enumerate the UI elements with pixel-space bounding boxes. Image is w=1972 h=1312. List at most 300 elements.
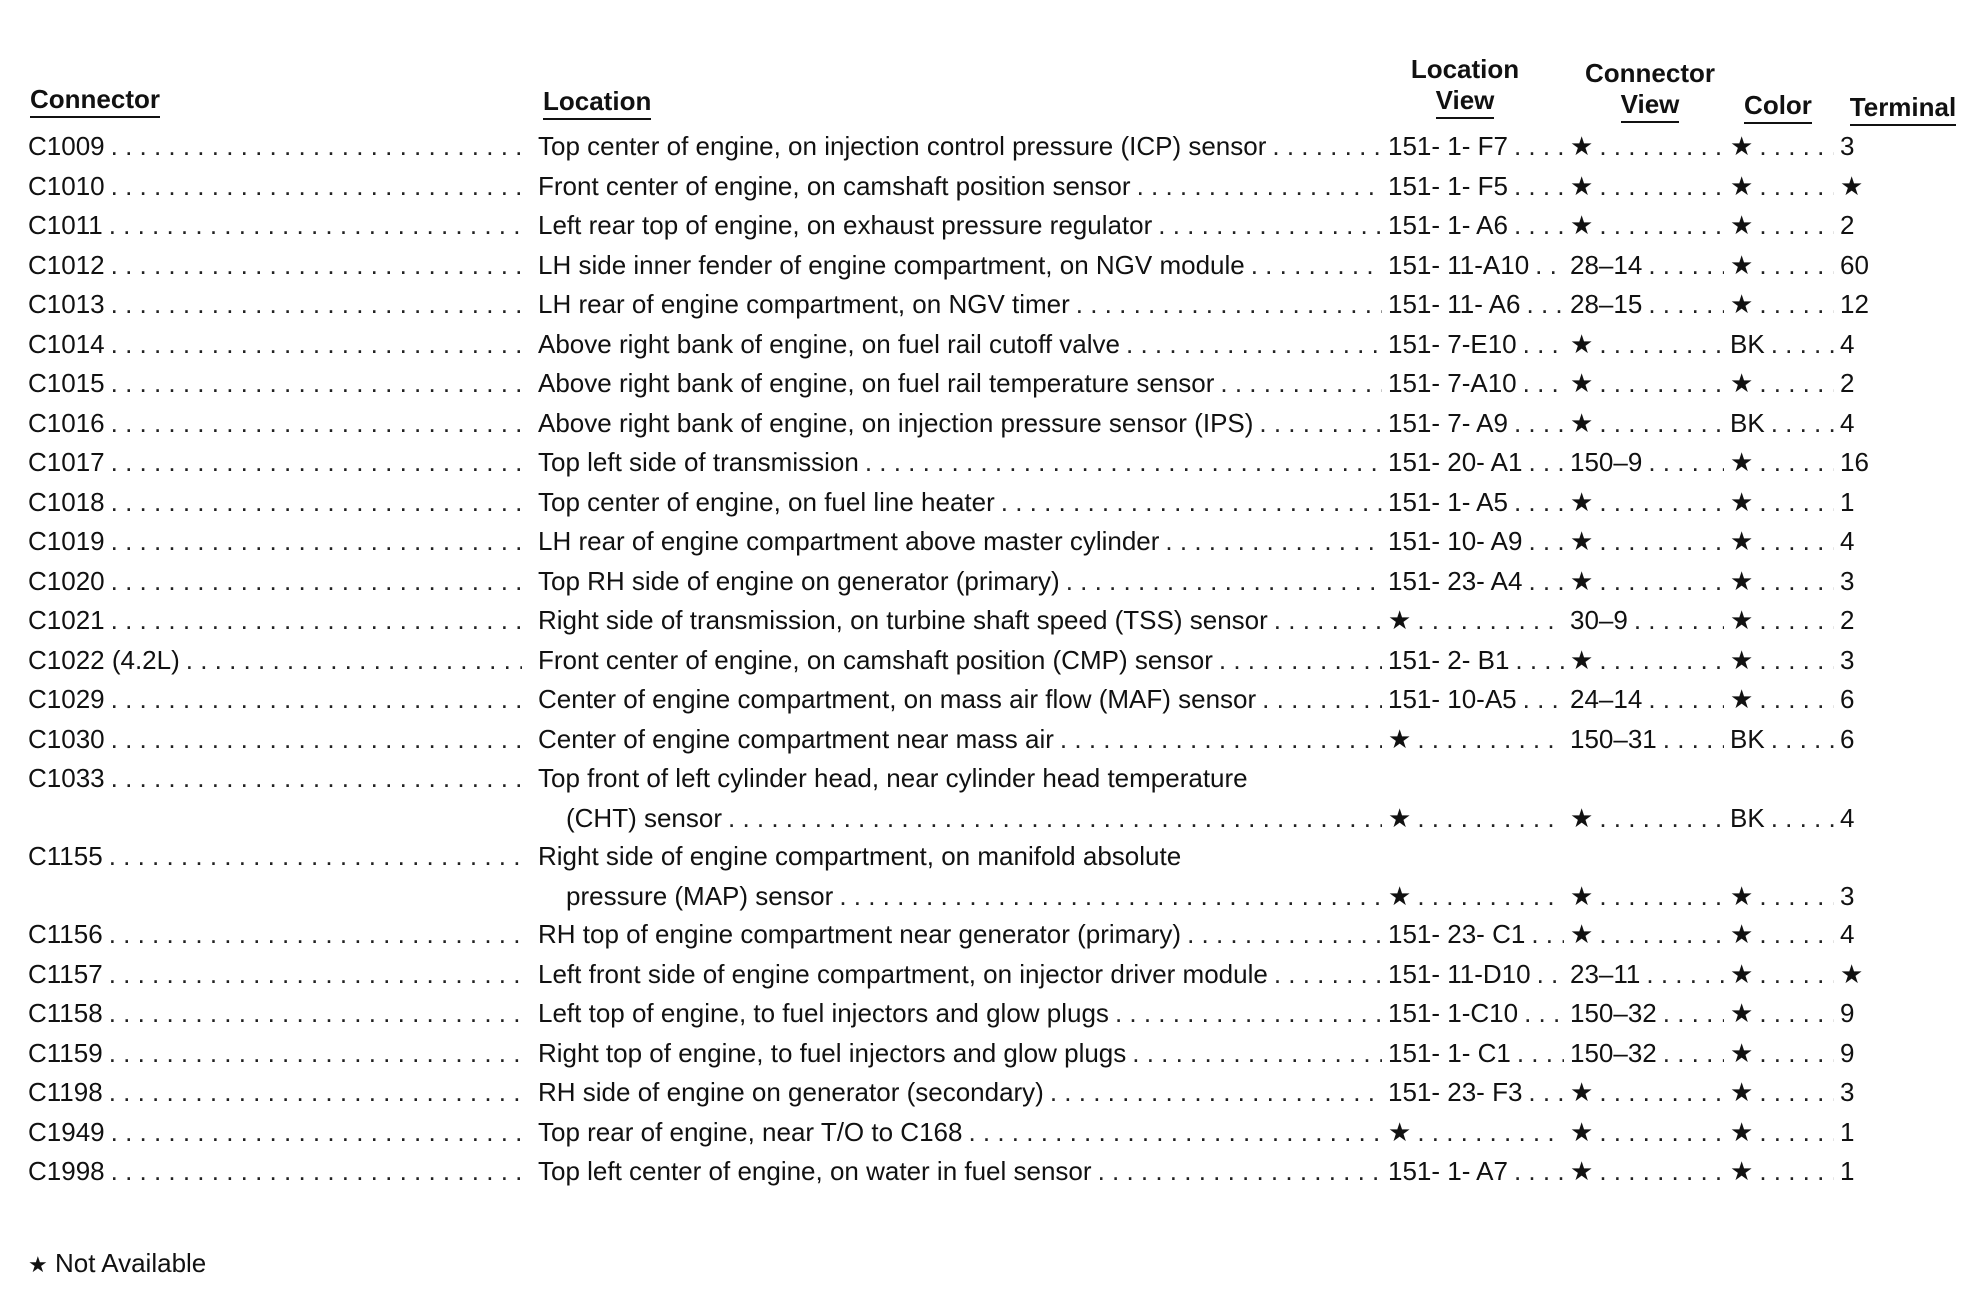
dot-leader bbox=[1528, 566, 1564, 596]
terminal-cell: 3 bbox=[1840, 1077, 1855, 1107]
connector-id bbox=[28, 1077, 528, 1107]
color-cell-text: ★ bbox=[1730, 881, 1754, 911]
connector-id bbox=[28, 487, 528, 517]
table-row bbox=[0, 171, 1972, 211]
table-row bbox=[0, 210, 1972, 250]
connector-id-text: C1157 bbox=[28, 958, 103, 989]
dot-leader bbox=[1663, 998, 1724, 1028]
location-view-cell bbox=[1388, 605, 1570, 635]
location-view-cell bbox=[1388, 526, 1570, 556]
dot-leader bbox=[1759, 447, 1834, 477]
color-cell-text: ★ bbox=[1730, 289, 1754, 319]
dot-leader bbox=[1599, 881, 1724, 911]
dot-leader bbox=[1759, 1038, 1834, 1068]
table-row bbox=[0, 724, 1972, 764]
location-view-cell-text: 151- 1-C10 bbox=[1388, 998, 1519, 1028]
connector-view-cell bbox=[1570, 645, 1730, 675]
dot-leader bbox=[111, 329, 522, 359]
color-cell bbox=[1730, 919, 1840, 949]
connector-view-cell-text: ★ bbox=[1570, 644, 1594, 675]
dot-leader bbox=[839, 881, 1382, 911]
location-cell bbox=[538, 408, 1388, 438]
location-cell-text: Above right bank of engine, on fuel rail cutoff valve bbox=[538, 328, 1121, 359]
connector-view-cell-text: ★ bbox=[1570, 881, 1594, 911]
color-cell bbox=[1730, 566, 1840, 596]
dot-leader bbox=[1759, 210, 1834, 240]
table-row bbox=[0, 645, 1972, 685]
connector-view-cell bbox=[1570, 131, 1730, 161]
color-cell bbox=[1730, 998, 1840, 1028]
dot-leader bbox=[1599, 171, 1724, 201]
connector-view-cell bbox=[1570, 566, 1730, 596]
dot-leader bbox=[109, 919, 522, 949]
table-row bbox=[0, 605, 1972, 645]
dot-leader bbox=[1523, 368, 1564, 398]
connector-view-cell-text: ★ bbox=[1570, 919, 1594, 949]
location-view-cell bbox=[1388, 998, 1570, 1028]
dot-leader bbox=[109, 1077, 522, 1107]
dot-leader bbox=[1648, 250, 1724, 280]
dot-leader bbox=[109, 210, 522, 240]
connector-id-text: C1029 bbox=[28, 684, 105, 714]
connector-view-cell bbox=[1570, 605, 1730, 635]
dot-leader bbox=[1759, 1077, 1834, 1107]
dot-leader bbox=[111, 605, 522, 635]
terminal-cell: 4 bbox=[1840, 803, 1855, 833]
connector-id-text: C1019 bbox=[28, 526, 105, 556]
dot-leader bbox=[1663, 724, 1724, 754]
color-cell bbox=[1730, 645, 1840, 675]
connector-view-cell bbox=[1570, 684, 1730, 714]
location-cell-text: Right side of transmission, on turbine shaft speed (TSS) sensor bbox=[538, 605, 1268, 635]
location-text: Top front of left cylinder head, near cylinder head temperature bbox=[538, 763, 1248, 793]
connector-id-text: C1156 bbox=[28, 919, 103, 949]
dot-leader bbox=[109, 998, 522, 1028]
dot-leader bbox=[1417, 724, 1564, 754]
dot-leader bbox=[111, 763, 522, 793]
dot-leader bbox=[111, 566, 522, 596]
dot-leader bbox=[1514, 1156, 1564, 1186]
connector-id-text: C1016 bbox=[28, 407, 105, 438]
location-view-cell-text: ★ bbox=[1388, 803, 1412, 833]
dot-leader bbox=[1517, 1038, 1564, 1068]
color-cell bbox=[1730, 959, 1840, 989]
terminal-cell: 16 bbox=[1840, 447, 1869, 477]
table-row bbox=[0, 368, 1972, 408]
connector-id-text: C1033 bbox=[28, 763, 105, 793]
color-cell bbox=[1730, 171, 1840, 201]
color-cell bbox=[1730, 210, 1840, 240]
connector-view-cell bbox=[1570, 447, 1730, 477]
terminal-cell: 4 bbox=[1840, 407, 1855, 438]
dot-leader bbox=[1599, 368, 1724, 398]
connector-view-cell bbox=[1570, 998, 1730, 1028]
dot-leader bbox=[1535, 250, 1564, 280]
connector-view-cell bbox=[1570, 1117, 1730, 1147]
terminal-cell: 12 bbox=[1840, 289, 1869, 319]
color-cell-text: BK bbox=[1730, 803, 1765, 833]
dot-leader bbox=[1599, 566, 1724, 596]
location-cell bbox=[538, 1077, 1388, 1107]
location-view-cell-text: 151- 11-D10 bbox=[1388, 958, 1531, 989]
dot-leader bbox=[1417, 1117, 1564, 1147]
dot-leader bbox=[111, 447, 522, 477]
dot-leader bbox=[111, 487, 522, 517]
terminal-cell: 2 bbox=[1840, 605, 1855, 635]
location-cell bbox=[538, 1117, 1388, 1147]
connector-view-cell-text: ★ bbox=[1570, 131, 1594, 161]
connector-view-cell-text: ★ bbox=[1570, 170, 1594, 201]
color-cell bbox=[1730, 408, 1840, 438]
dot-leader bbox=[1648, 447, 1724, 477]
dot-leader bbox=[1001, 487, 1382, 517]
color-cell bbox=[1730, 1038, 1840, 1068]
color-cell bbox=[1730, 329, 1840, 359]
dot-leader bbox=[1132, 1038, 1382, 1068]
connector-view-cell bbox=[1570, 250, 1730, 280]
connector-id-text: C1010 bbox=[28, 170, 105, 201]
dot-leader bbox=[1759, 171, 1834, 201]
connector-id-text: C1017 bbox=[28, 447, 105, 477]
location-cell bbox=[538, 1156, 1388, 1186]
color-cell bbox=[1730, 881, 1840, 911]
color-cell-text: ★ bbox=[1730, 684, 1754, 714]
dot-leader bbox=[1514, 487, 1564, 517]
dot-leader bbox=[1599, 131, 1724, 161]
connector-view-cell-text: 150–32 bbox=[1570, 1037, 1657, 1068]
connector-view-cell bbox=[1570, 803, 1730, 833]
dot-leader bbox=[1528, 447, 1564, 477]
location-cell bbox=[538, 329, 1388, 359]
location-cell-text: Left top of engine, to fuel injectors and glow plugs bbox=[538, 998, 1109, 1028]
connector-view-cell-text: 23–11 bbox=[1570, 958, 1641, 989]
terminal-cell: 3 bbox=[1840, 644, 1855, 675]
dot-leader bbox=[111, 250, 522, 280]
dot-leader bbox=[1523, 329, 1564, 359]
connector-id-text: C1998 bbox=[28, 1156, 105, 1186]
table-row bbox=[0, 250, 1972, 290]
terminal-cell: 3 bbox=[1840, 565, 1855, 596]
color-cell-text: ★ bbox=[1730, 368, 1754, 398]
connector-id bbox=[28, 526, 528, 556]
connector-id-text: C1159 bbox=[28, 1037, 103, 1068]
connector-view-cell-text: 150–32 bbox=[1570, 998, 1657, 1028]
color-cell bbox=[1730, 250, 1840, 280]
dot-leader bbox=[1531, 919, 1564, 949]
dot-leader bbox=[1599, 526, 1724, 556]
connector-view-cell bbox=[1570, 368, 1730, 398]
location-cell bbox=[538, 447, 1388, 477]
dot-leader bbox=[1050, 1077, 1382, 1107]
terminal-cell: 4 bbox=[1840, 526, 1855, 556]
dot-leader bbox=[1274, 959, 1382, 989]
dot-leader bbox=[1251, 250, 1382, 280]
location-cell-text: Center of engine compartment, on mass air flow (MAF) sensor bbox=[538, 684, 1257, 714]
dot-leader bbox=[1599, 210, 1724, 240]
dot-leader bbox=[109, 1038, 522, 1068]
table-row bbox=[0, 1038, 1972, 1078]
location-cell bbox=[538, 289, 1388, 319]
dot-leader bbox=[1514, 131, 1564, 161]
location-cell-text: Front center of engine, on camshaft position sensor bbox=[538, 170, 1131, 201]
connector-id bbox=[28, 1038, 528, 1068]
connector-id-text: C1020 bbox=[28, 565, 105, 596]
terminal-cell: ★ bbox=[1840, 958, 1864, 989]
color-cell bbox=[1730, 368, 1840, 398]
location-view-cell bbox=[1388, 959, 1570, 989]
table-row bbox=[0, 959, 1972, 999]
dot-leader bbox=[1648, 684, 1724, 714]
header-location-view: Location View bbox=[1390, 54, 1540, 119]
table-row bbox=[0, 763, 1972, 841]
location-view-cell-text: 151- 10-A5 bbox=[1388, 684, 1517, 714]
location-continuation bbox=[566, 881, 1388, 911]
location-view-cell-text: 151- 7-E10 bbox=[1388, 328, 1517, 359]
color-cell bbox=[1730, 605, 1840, 635]
dot-leader bbox=[111, 408, 522, 438]
connector-id bbox=[28, 408, 528, 438]
connector-id-text: C1030 bbox=[28, 723, 105, 754]
connector-id bbox=[28, 998, 528, 1028]
connector-view-cell bbox=[1570, 210, 1730, 240]
dot-leader bbox=[1076, 289, 1382, 319]
dot-leader bbox=[111, 684, 522, 714]
location-cell-text: LH rear of engine compartment above master cylinder bbox=[538, 526, 1160, 556]
connector-rows bbox=[0, 131, 1972, 1196]
dot-leader bbox=[1528, 526, 1564, 556]
dot-leader bbox=[111, 526, 522, 556]
location-cell-text: Top left center of engine, on water in fuel sensor bbox=[538, 1156, 1092, 1186]
connector-id bbox=[28, 447, 528, 477]
dot-leader bbox=[1066, 566, 1382, 596]
connector-view-cell-text: ★ bbox=[1570, 407, 1594, 438]
dot-leader bbox=[1646, 959, 1724, 989]
location-view-cell bbox=[1388, 131, 1570, 161]
connector-view-cell bbox=[1570, 1156, 1730, 1186]
connector-id bbox=[28, 684, 528, 714]
connector-id bbox=[28, 566, 528, 596]
location-view-cell bbox=[1388, 566, 1570, 596]
terminal-cell: 3 bbox=[1840, 131, 1855, 161]
location-cell-text: Top RH side of engine on generator (primary) bbox=[538, 565, 1060, 596]
dot-leader bbox=[111, 131, 522, 161]
location-cell-text: Above right bank of engine, on injection pressure sensor (IPS) bbox=[538, 407, 1254, 438]
location-cell-text: Left front side of engine compartment, on injector driver module bbox=[538, 958, 1268, 989]
location-cell-text: Top left side of transmission bbox=[538, 447, 859, 477]
location-view-cell-text: 151- 1- A6 bbox=[1388, 210, 1508, 240]
dot-leader bbox=[1599, 1117, 1724, 1147]
dot-leader bbox=[1158, 210, 1382, 240]
connector-id bbox=[28, 1117, 528, 1147]
location-view-cell-text: ★ bbox=[1388, 605, 1412, 635]
connector-id-text: C1158 bbox=[28, 998, 103, 1028]
location-view-cell bbox=[1388, 210, 1570, 240]
color-cell-text: ★ bbox=[1730, 170, 1754, 201]
connector-view-cell bbox=[1570, 1038, 1730, 1068]
dot-leader bbox=[1599, 919, 1724, 949]
color-cell bbox=[1730, 803, 1840, 833]
dot-leader bbox=[1759, 645, 1834, 675]
location-cell bbox=[538, 998, 1388, 1028]
dot-leader bbox=[111, 724, 522, 754]
header-terminal: Terminal bbox=[1838, 92, 1968, 126]
connector-view-cell-text: ★ bbox=[1570, 1077, 1594, 1107]
color-cell-text: ★ bbox=[1730, 919, 1754, 949]
connector-id-text: C1018 bbox=[28, 486, 105, 517]
connector-view-cell-text: ★ bbox=[1570, 486, 1594, 517]
dot-leader bbox=[1771, 329, 1834, 359]
connector-view-cell-text: ★ bbox=[1570, 803, 1594, 833]
connector-view-cell-text: ★ bbox=[1570, 328, 1594, 359]
location-view-cell-text: 151- 11- A6 bbox=[1388, 289, 1521, 319]
dot-leader bbox=[1060, 724, 1382, 754]
location-view-cell-text: 151- 11-A10 bbox=[1388, 249, 1530, 280]
dot-leader bbox=[1187, 919, 1382, 949]
dot-leader bbox=[1599, 329, 1724, 359]
dot-leader bbox=[1759, 605, 1834, 635]
location-view-cell bbox=[1388, 724, 1570, 754]
color-cell bbox=[1730, 487, 1840, 517]
location-cell bbox=[538, 919, 1388, 949]
dot-leader bbox=[1771, 408, 1834, 438]
color-cell bbox=[1730, 447, 1840, 477]
table-row bbox=[0, 329, 1972, 369]
connector-view-cell-text: 30–9 bbox=[1570, 605, 1628, 635]
connector-view-cell bbox=[1570, 289, 1730, 319]
dot-leader bbox=[1599, 1077, 1724, 1107]
terminal-cell: ★ bbox=[1840, 170, 1864, 201]
connector-id bbox=[28, 329, 528, 359]
table-row bbox=[0, 566, 1972, 606]
color-cell-text: ★ bbox=[1730, 486, 1754, 517]
table-row bbox=[0, 684, 1972, 724]
header-connector: Connector bbox=[30, 84, 160, 118]
location-view-cell bbox=[1388, 447, 1570, 477]
dot-leader bbox=[1759, 526, 1834, 556]
dot-leader bbox=[1259, 408, 1382, 438]
dot-leader bbox=[1098, 1156, 1382, 1186]
connector-id bbox=[28, 645, 528, 675]
color-cell-text: ★ bbox=[1730, 1077, 1754, 1107]
location-view-cell bbox=[1388, 171, 1570, 201]
terminal-cell: 9 bbox=[1840, 1037, 1855, 1068]
dot-leader bbox=[109, 959, 522, 989]
dot-leader bbox=[1771, 724, 1834, 754]
color-cell-text: ★ bbox=[1730, 447, 1754, 477]
color-cell-text: ★ bbox=[1730, 210, 1754, 240]
location-view-cell bbox=[1388, 289, 1570, 319]
connector-id bbox=[28, 605, 528, 635]
location-cell bbox=[538, 1038, 1388, 1068]
location-cell bbox=[538, 959, 1388, 989]
table-row bbox=[0, 447, 1972, 487]
dot-leader bbox=[1759, 1117, 1834, 1147]
location-continuation-text: (CHT) sensor bbox=[566, 803, 723, 833]
location-view-cell bbox=[1388, 1117, 1570, 1147]
dot-leader bbox=[1219, 645, 1382, 675]
location-view-cell bbox=[1388, 803, 1570, 833]
dot-leader bbox=[1272, 131, 1382, 161]
location-view-cell-text: 151- 2- B1 bbox=[1388, 644, 1510, 675]
dot-leader bbox=[1417, 803, 1564, 833]
location-cell-text: Center of engine compartment near mass air bbox=[538, 723, 1054, 754]
connector-view-cell-text: 150–9 bbox=[1570, 447, 1643, 477]
connector-id bbox=[28, 959, 528, 989]
color-cell-text: ★ bbox=[1730, 605, 1754, 635]
location-view-cell bbox=[1388, 329, 1570, 359]
location-cell-text: Left rear top of engine, on exhaust pressure regulator bbox=[538, 210, 1153, 240]
location-cell bbox=[538, 171, 1388, 201]
terminal-cell: 60 bbox=[1840, 249, 1869, 280]
location-cell-text: Above right bank of engine, on fuel rail temperature sensor bbox=[538, 368, 1215, 398]
dot-leader bbox=[1537, 959, 1564, 989]
dot-leader bbox=[968, 1117, 1382, 1147]
connector-id-text: C1012 bbox=[28, 249, 105, 280]
connector-view-cell-text: ★ bbox=[1570, 526, 1594, 556]
location-view-cell-text: 151- 10- A9 bbox=[1388, 526, 1523, 556]
location-view-cell-text: 151- 23- C1 bbox=[1388, 919, 1526, 949]
header-location: Location bbox=[543, 86, 651, 120]
location-cell-text: LH rear of engine compartment, on NGV timer bbox=[538, 289, 1070, 319]
dot-leader bbox=[1528, 1077, 1564, 1107]
location-view-cell bbox=[1388, 487, 1570, 517]
table-row bbox=[0, 1117, 1972, 1157]
location-view-cell bbox=[1388, 645, 1570, 675]
dot-leader bbox=[1759, 368, 1834, 398]
dot-leader bbox=[1262, 684, 1382, 714]
terminal-cell: 2 bbox=[1840, 368, 1855, 398]
header-connector-view: Connector View bbox=[1570, 58, 1730, 123]
location-view-cell-text: 151- 7- A9 bbox=[1388, 407, 1508, 438]
connector-view-cell-text: 28–15 bbox=[1570, 289, 1643, 319]
location-view-cell-text: ★ bbox=[1388, 1116, 1412, 1147]
dot-leader bbox=[1514, 408, 1564, 438]
location-cell bbox=[538, 131, 1388, 161]
dot-leader bbox=[1759, 289, 1834, 319]
dot-leader bbox=[1599, 803, 1724, 833]
color-cell-text: ★ bbox=[1730, 565, 1754, 596]
location-view-cell-text: 151- 23- A4 bbox=[1388, 565, 1523, 596]
dot-leader bbox=[728, 803, 1382, 833]
connector-id bbox=[28, 1156, 528, 1186]
connector-id bbox=[28, 368, 528, 398]
table-row bbox=[0, 289, 1972, 329]
connector-id bbox=[28, 250, 528, 280]
location-cell bbox=[538, 487, 1388, 517]
header-color: Color bbox=[1738, 90, 1818, 124]
dot-leader bbox=[1759, 881, 1834, 911]
dot-leader bbox=[1759, 919, 1834, 949]
dot-leader bbox=[1759, 131, 1834, 161]
terminal-cell: 1 bbox=[1840, 1156, 1855, 1186]
dot-leader bbox=[1599, 487, 1724, 517]
location-cell bbox=[538, 250, 1388, 280]
dot-leader bbox=[186, 645, 522, 675]
table-row bbox=[0, 131, 1972, 171]
location-view-cell-text: 151- 23- F3 bbox=[1388, 1077, 1523, 1107]
connector-view-cell bbox=[1570, 959, 1730, 989]
dot-leader bbox=[1417, 881, 1564, 911]
location-continuation bbox=[566, 803, 1388, 833]
connector-view-cell-text: ★ bbox=[1570, 1116, 1594, 1147]
location-view-cell-text: 151- 1- C1 bbox=[1388, 1037, 1511, 1068]
dot-leader bbox=[1599, 408, 1724, 438]
connector-id-text: C1015 bbox=[28, 368, 105, 398]
location-cell-text: Right top of engine, to fuel injectors and glow plugs bbox=[538, 1037, 1127, 1068]
color-cell bbox=[1730, 1117, 1840, 1147]
dot-leader bbox=[865, 447, 1382, 477]
color-cell-text: BK bbox=[1730, 328, 1765, 359]
